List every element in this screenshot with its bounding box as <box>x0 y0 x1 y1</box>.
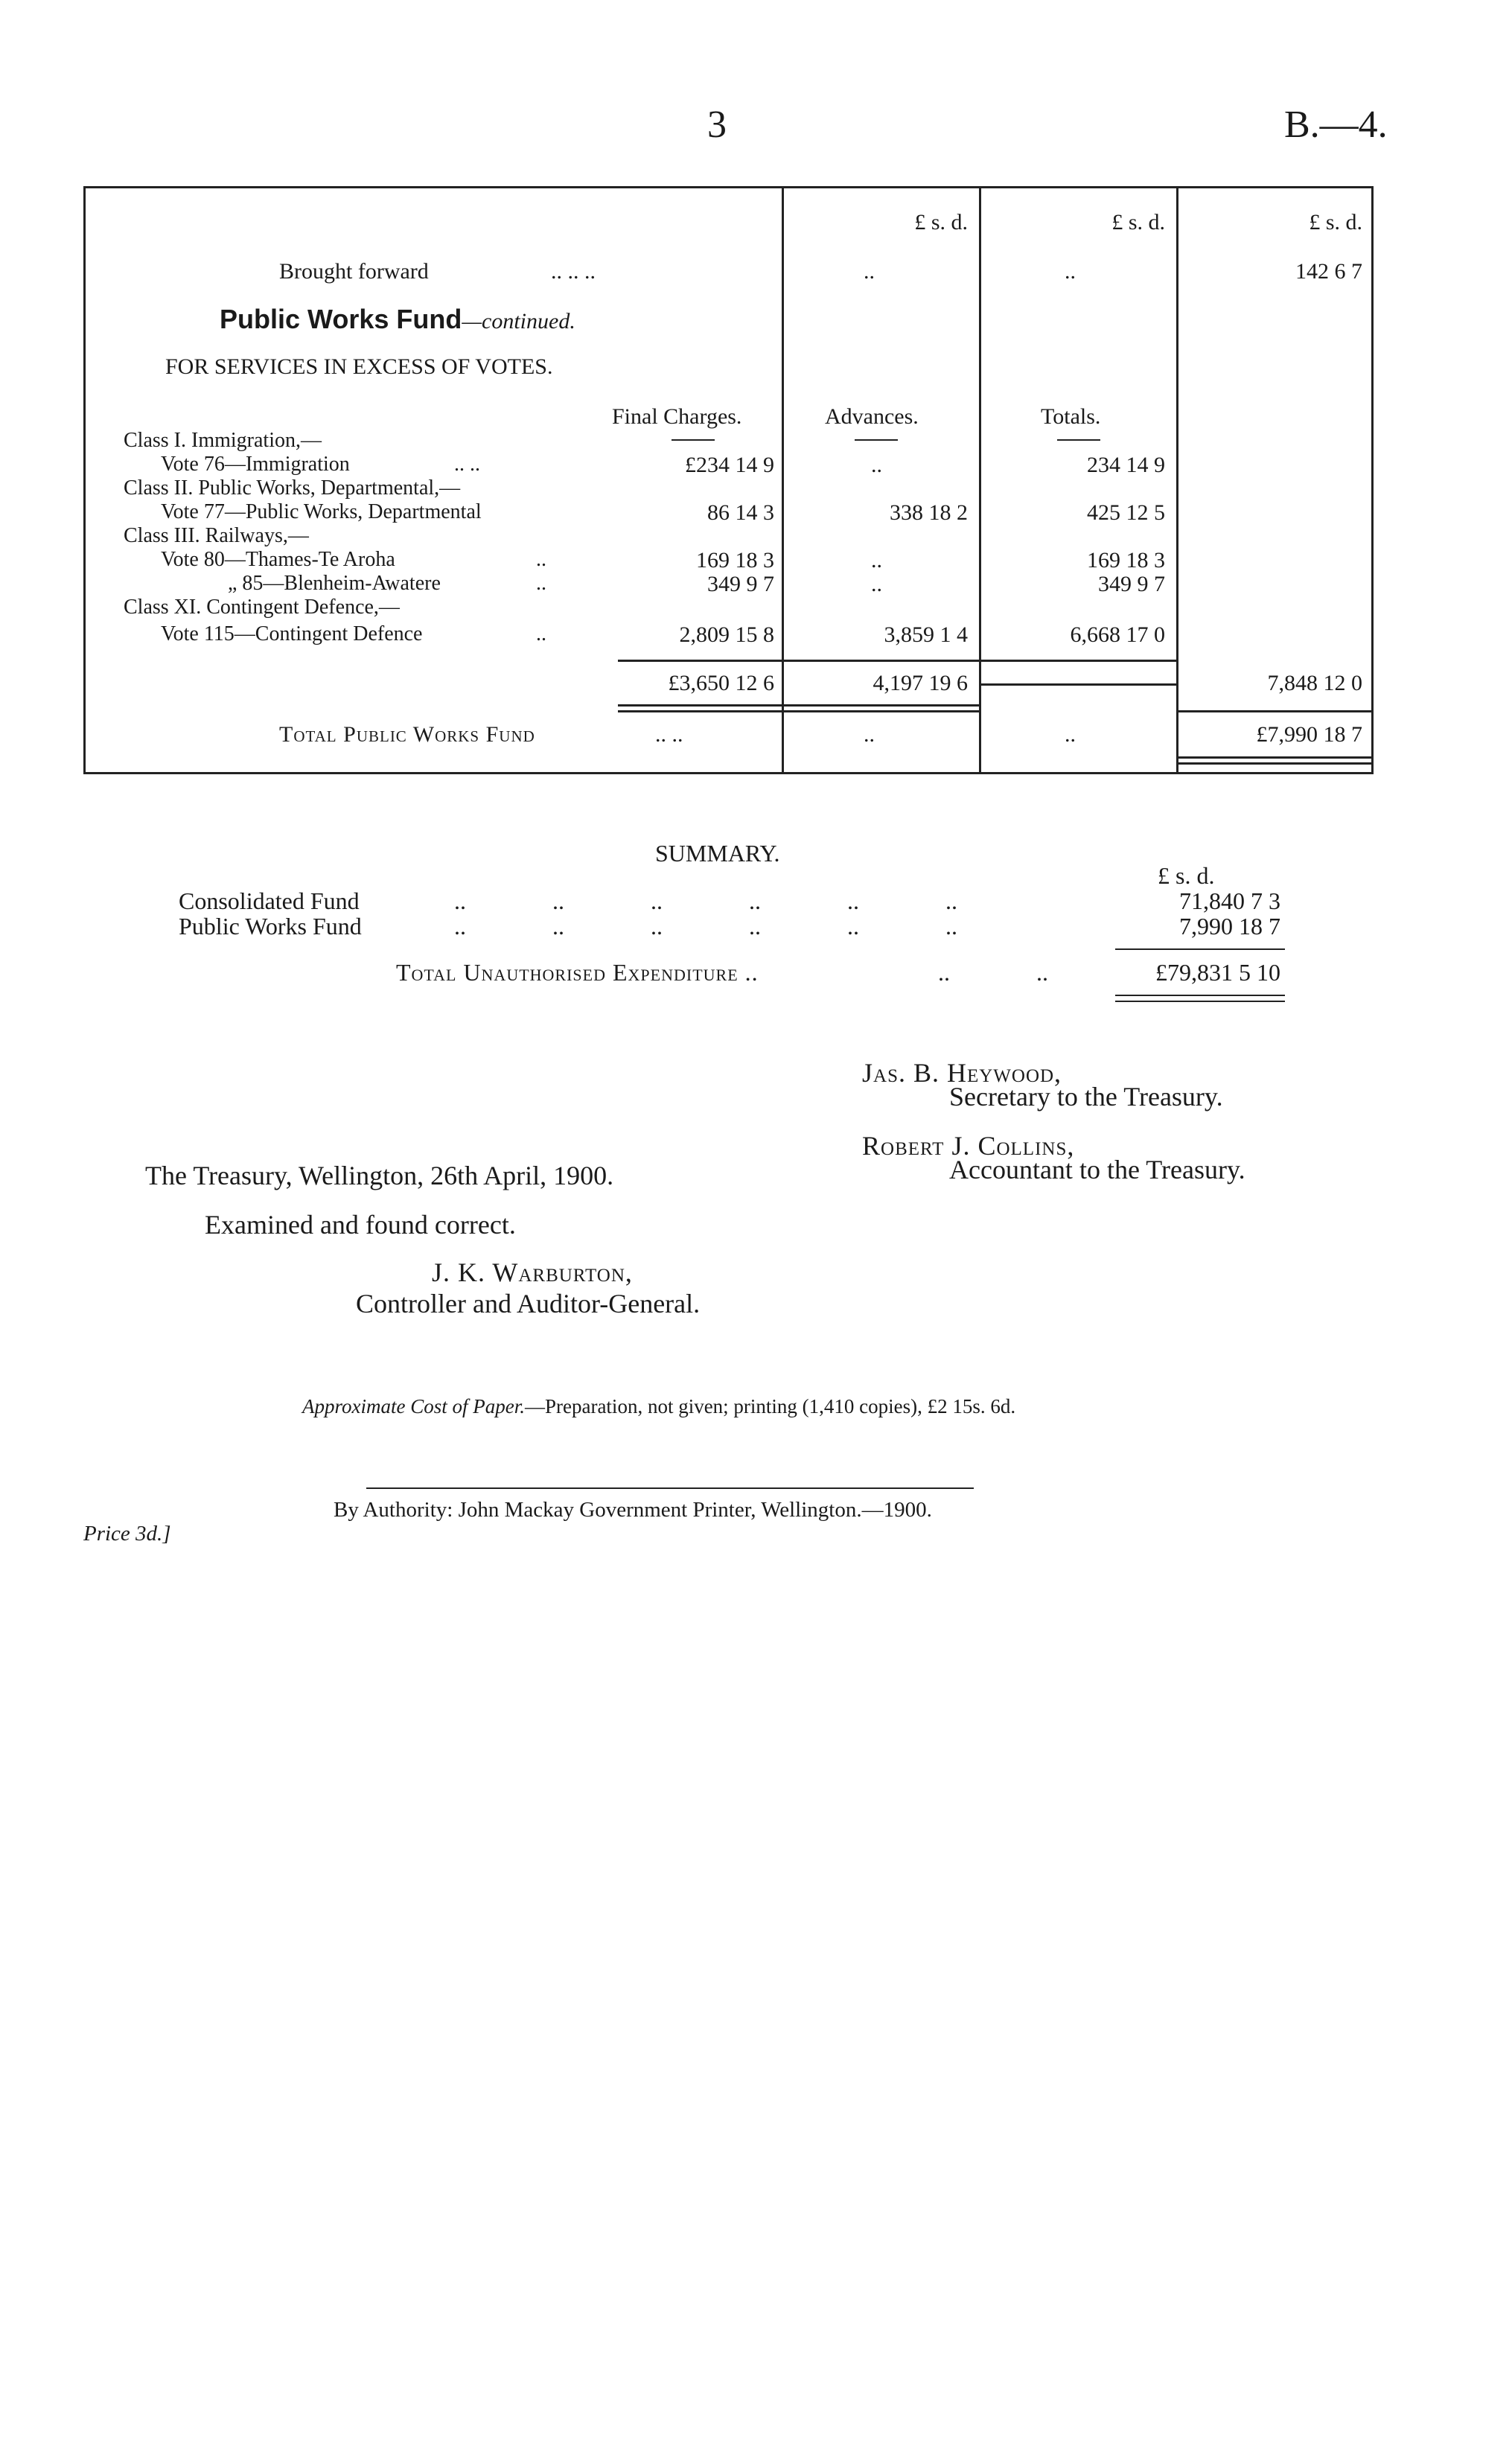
col2-currency-header: £ s. d. <box>1111 210 1165 235</box>
brought-forward-label: Brought forward <box>279 259 429 284</box>
total-bottom-rule-b <box>1178 762 1372 765</box>
row-vote-115-label: Vote 115—Contingent Defence <box>161 622 423 645</box>
examined-statement: Examined and found correct. <box>205 1210 516 1240</box>
totals-header: Totals. <box>1041 404 1101 429</box>
total-public-works-col2: .. <box>1065 722 1076 747</box>
brought-forward-col1: .. <box>864 259 875 284</box>
summary-consolidated-label: Consolidated Fund <box>179 887 360 914</box>
total-public-works-col1: .. <box>864 722 875 747</box>
row-class-1: Class I. Immigration,— <box>124 429 322 452</box>
summary-public-works-value: 7,990 18 7 <box>1179 913 1280 940</box>
authority-rule <box>366 1487 974 1489</box>
total-public-works-dots: .. .. <box>655 722 683 747</box>
printing-authority: By Authority: John Mackay Government Printer, Wellington.—1900. <box>334 1498 932 1522</box>
double-rule-col1-a <box>784 704 979 707</box>
row-vote-80-advances: .. <box>871 548 882 573</box>
final-charges-header: Final Charges. <box>612 404 742 429</box>
fund-title-suffix: —continued. <box>462 309 575 334</box>
secretary-name: Jas. B. Heywood, <box>862 1058 1062 1088</box>
double-rule-col0-a <box>618 704 782 707</box>
row-vote-115-advances: 3,859 1 4 <box>884 622 968 647</box>
summary-total-value: £79,831 5 10 <box>1155 959 1280 986</box>
summary-consolidated-value: 71,840 7 3 <box>1179 887 1280 914</box>
summary-total-label: Total Unauthorised Expenditure .. <box>396 959 759 986</box>
total-public-works-label: Total Public Works Fund <box>279 722 535 747</box>
cost-of-paper <box>302 1395 1015 1418</box>
row-vote-85-total: 349 9 7 <box>1098 572 1165 596</box>
summary-total-dots: .. .. <box>938 959 1048 986</box>
row-class-2: Class II. Public Works, Departmental,— <box>124 476 461 500</box>
table-divider-2 <box>979 186 981 774</box>
row-vote-80-final: 169 18 3 <box>696 548 774 573</box>
auditor-title: Controller and Auditor-General. <box>356 1289 701 1318</box>
table-divider-1 <box>782 186 784 774</box>
row-vote-80-total: 169 18 3 <box>1087 548 1165 573</box>
double-rule-col1-b <box>784 710 979 712</box>
row-vote-115-total: 6,668 17 0 <box>1070 622 1165 647</box>
row-vote-85-final: 349 9 7 <box>707 572 774 596</box>
price-note: Price 3d.] <box>83 1522 171 1546</box>
summary-public-works-label: Public Works Fund <box>179 913 362 940</box>
subtotal-rule-col1 <box>784 660 979 662</box>
double-rule-col0-b <box>618 710 782 712</box>
row-vote-76-total: 234 14 9 <box>1087 453 1165 477</box>
subtotal-advances: 4,197 19 6 <box>873 671 968 695</box>
final-charges-rule <box>672 439 715 441</box>
cost-of-paper-label: Approximate Cost of Paper. <box>302 1395 525 1417</box>
row-vote-76-dots: .. .. <box>454 453 480 476</box>
subtotal-rule-col0 <box>618 660 782 662</box>
row-vote-115-final: 2,809 15 8 <box>679 622 774 647</box>
subtotal-rule-col2 <box>981 660 1176 662</box>
auditor-name: J. K. Warburton, <box>432 1257 633 1287</box>
fund-title-text: Public Works Fund <box>220 304 462 334</box>
table-divider-3 <box>1176 186 1178 774</box>
summary-total-rule-bottom-a <box>1115 995 1285 996</box>
fund-title <box>220 304 575 335</box>
row-vote-85-dots: .. <box>536 572 546 595</box>
row-class-11: Class XI. Contingent Defence,— <box>124 596 400 619</box>
summary-total-rule-bottom-b <box>1115 1001 1285 1002</box>
secretary-title: Secretary to the Treasury. <box>949 1082 1223 1112</box>
advances-rule <box>855 439 898 441</box>
row-vote-115-dots: .. <box>536 622 546 645</box>
row-vote-85-label: „ 85—Blenheim-Awatere <box>228 572 441 595</box>
col1-currency-header: £ s. d. <box>914 210 968 235</box>
advances-header: Advances. <box>825 404 919 429</box>
summary-total-rule-top <box>1115 948 1285 950</box>
summary-public-works-dots: .. .. .. .. .. .. <box>454 913 957 940</box>
cost-of-paper-text: —Preparation, not given; printing (1,410 copies), £2 15s. 6d. <box>524 1395 1016 1417</box>
row-class-3: Class III. Railways,— <box>124 524 309 547</box>
subtotal-final-charges: £3,650 12 6 <box>668 671 774 695</box>
row-vote-76-label: Vote 76—Immigration <box>161 453 350 476</box>
place-and-date: The Treasury, Wellington, 26th April, 1900. <box>145 1161 614 1190</box>
summary-consolidated-dots: .. .. .. .. .. .. <box>454 887 957 914</box>
total-top-rule <box>1178 710 1372 712</box>
row-vote-77-final: 86 14 3 <box>707 500 774 525</box>
brought-forward-dots: .. .. .. <box>551 259 596 284</box>
total-public-works-col3: £7,990 18 7 <box>1256 722 1362 747</box>
summary-currency-header: £ s. d. <box>1158 862 1215 889</box>
subtotal-rule-col2b <box>981 683 1176 686</box>
row-vote-85-advances: .. <box>871 572 882 596</box>
section-title: FOR SERVICES IN EXCESS OF VOTES. <box>165 354 553 379</box>
totals-rule <box>1057 439 1100 441</box>
summary-title: SUMMARY. <box>655 840 780 867</box>
brought-forward-col3: 142 6 7 <box>1295 259 1362 284</box>
row-vote-76-advances: .. <box>871 453 882 477</box>
total-bottom-rule-a <box>1178 756 1372 759</box>
row-vote-80-dots: .. <box>536 548 546 571</box>
brought-forward-col2: .. <box>1065 259 1076 284</box>
row-vote-77-total: 425 12 5 <box>1087 500 1165 525</box>
page-number: 3 <box>707 103 727 146</box>
row-vote-80-label: Vote 80—Thames-Te Aroha <box>161 548 395 571</box>
accountant-title: Accountant to the Treasury. <box>949 1155 1245 1184</box>
row-vote-76-final: £234 14 9 <box>685 453 774 477</box>
subtotal-col3: 7,848 12 0 <box>1267 671 1362 695</box>
col3-currency-header: £ s. d. <box>1309 210 1362 235</box>
accountant-name: Robert J. Collins, <box>862 1131 1075 1161</box>
document-reference: B.—4. <box>1284 103 1388 146</box>
row-vote-77-advances: 338 18 2 <box>890 500 968 525</box>
row-vote-77-label: Vote 77—Public Works, Departmental <box>161 500 482 523</box>
